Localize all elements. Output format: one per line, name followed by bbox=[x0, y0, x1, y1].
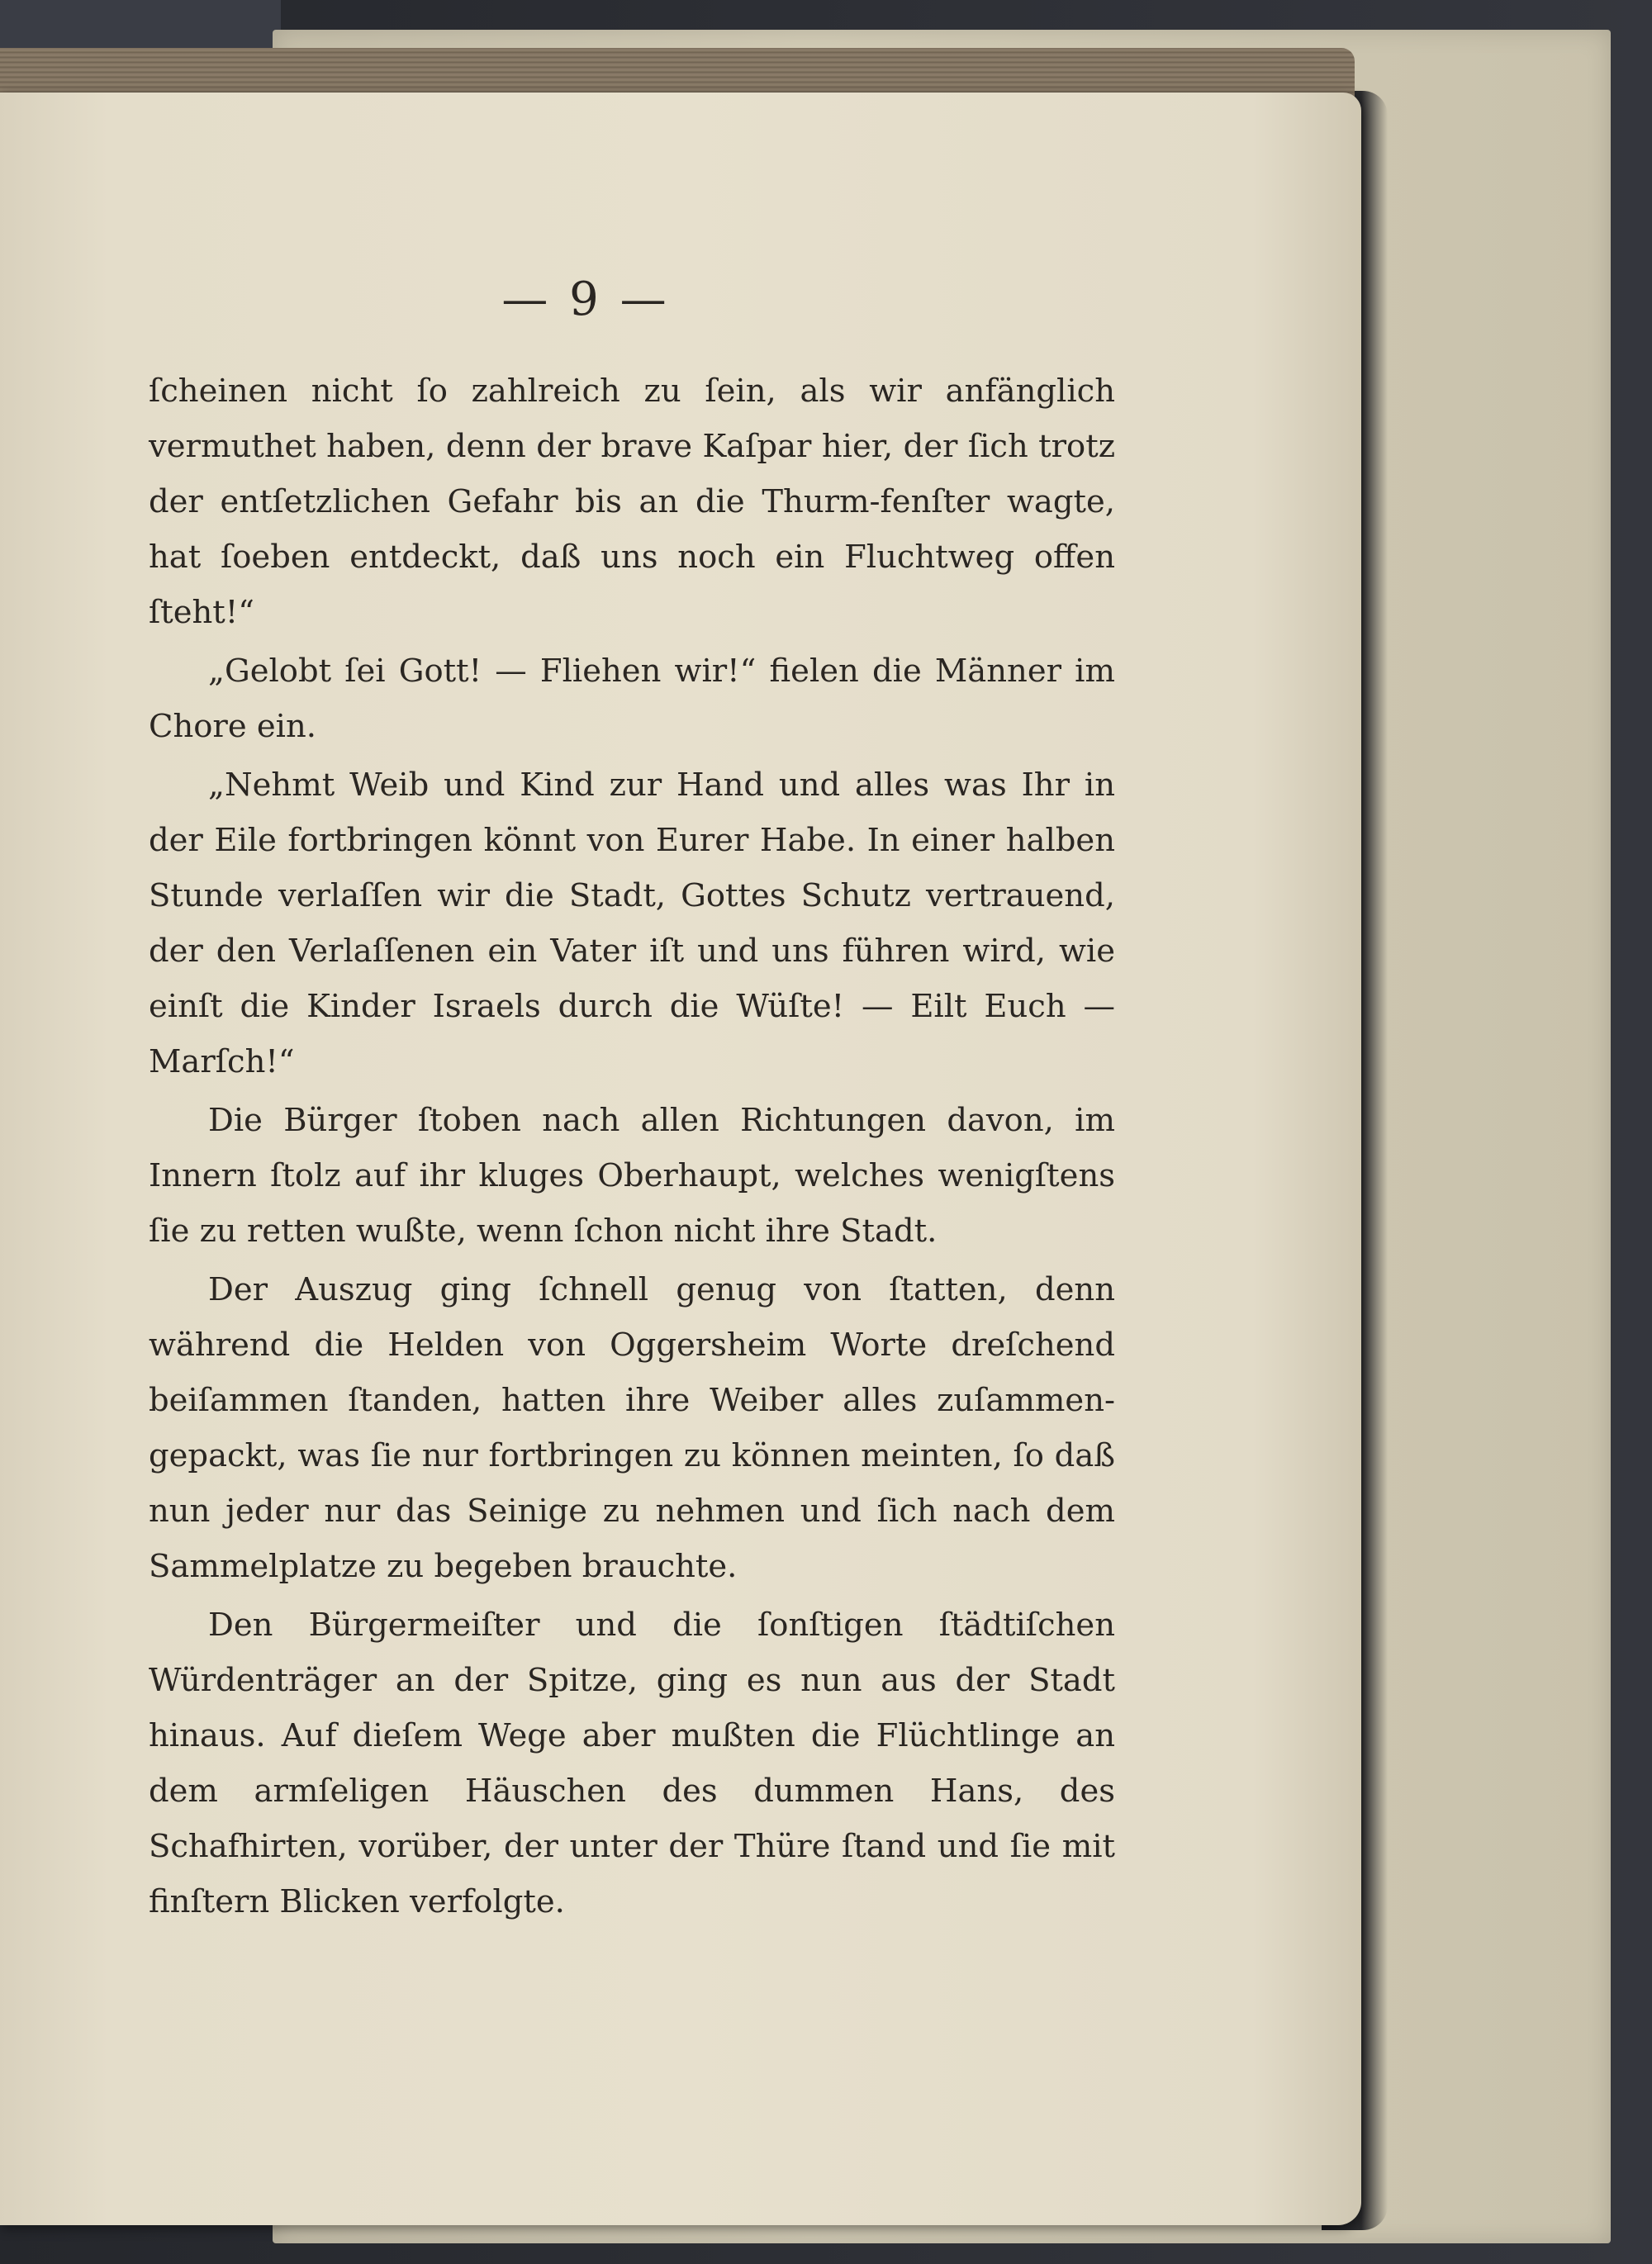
page-text bbox=[149, 363, 1115, 1929]
paragraph-2: „Gelobt ſei Gott! — Fliehen wir!“ fielen die Männer im Chore ein. bbox=[149, 653, 1115, 745]
paragraph-3: „Nehmt Weib und Kind zur Hand und alles was Ihr in der Eile fortbringen könnt von Eurer Habe. In einer halben Stunde verlaſſen wir die Stadt, Gottes Schutz vertrauend, der den Verlaſſenen ein Vater iſt und uns führen wird, wie einſt die Kinder Israels durch die Wüſte! — Eilt Euch — Marſch!“ bbox=[149, 767, 1115, 1080]
paragraph-6: Den Bürgermeiſter und die ſonſtigen ſtädtiſchen Würdenträger an der Spitze, ging es nun aus der Stadt hinaus. Auf dieſem Wege aber mußten die Flüchtlinge an dem armſeligen Häuschen des dummen Hans, des Schafhirten, vorüber, der unter der Thüre ſtand und ſie mit finſtern Blicken verfolgte. bbox=[149, 1607, 1115, 1920]
paragraph-4: Die Bürger ſtoben nach allen Richtungen davon, im Innern ſtolz auf ihr kluges Oberhaupt, welches wenigſtens ſie zu retten wußte, wenn ſchon nicht ihre Stadt. bbox=[149, 1102, 1115, 1250]
paragraph-5: Der Auszug ging ſchnell genug von ſtatten, denn während die Helden von Oggersheim Worte dreſchend beiſammen ſtanden, hatten ihre Weiber alles zuſammen-gepackt, was ſie nur fortbringen zu können meinten, ſo daß nun jeder nur das Seinige zu nehmen und ſich nach dem Sammelplatze zu begeben brauchte. bbox=[149, 1271, 1115, 1585]
paragraph-1: ſcheinen nicht ſo zahlreich zu ſein, als wir anfänglich vermuthet haben, denn der brave Kaſpar hier, der ſich trotz der entſetzlichen Gefahr bis an die Thurm-fenſter wagte, hat ſoeben entdeckt, daß uns noch ein Fluchtweg offen ſteht!“ bbox=[149, 373, 1115, 631]
book-page bbox=[0, 93, 1361, 2225]
page-number: — 9 — bbox=[501, 273, 670, 326]
